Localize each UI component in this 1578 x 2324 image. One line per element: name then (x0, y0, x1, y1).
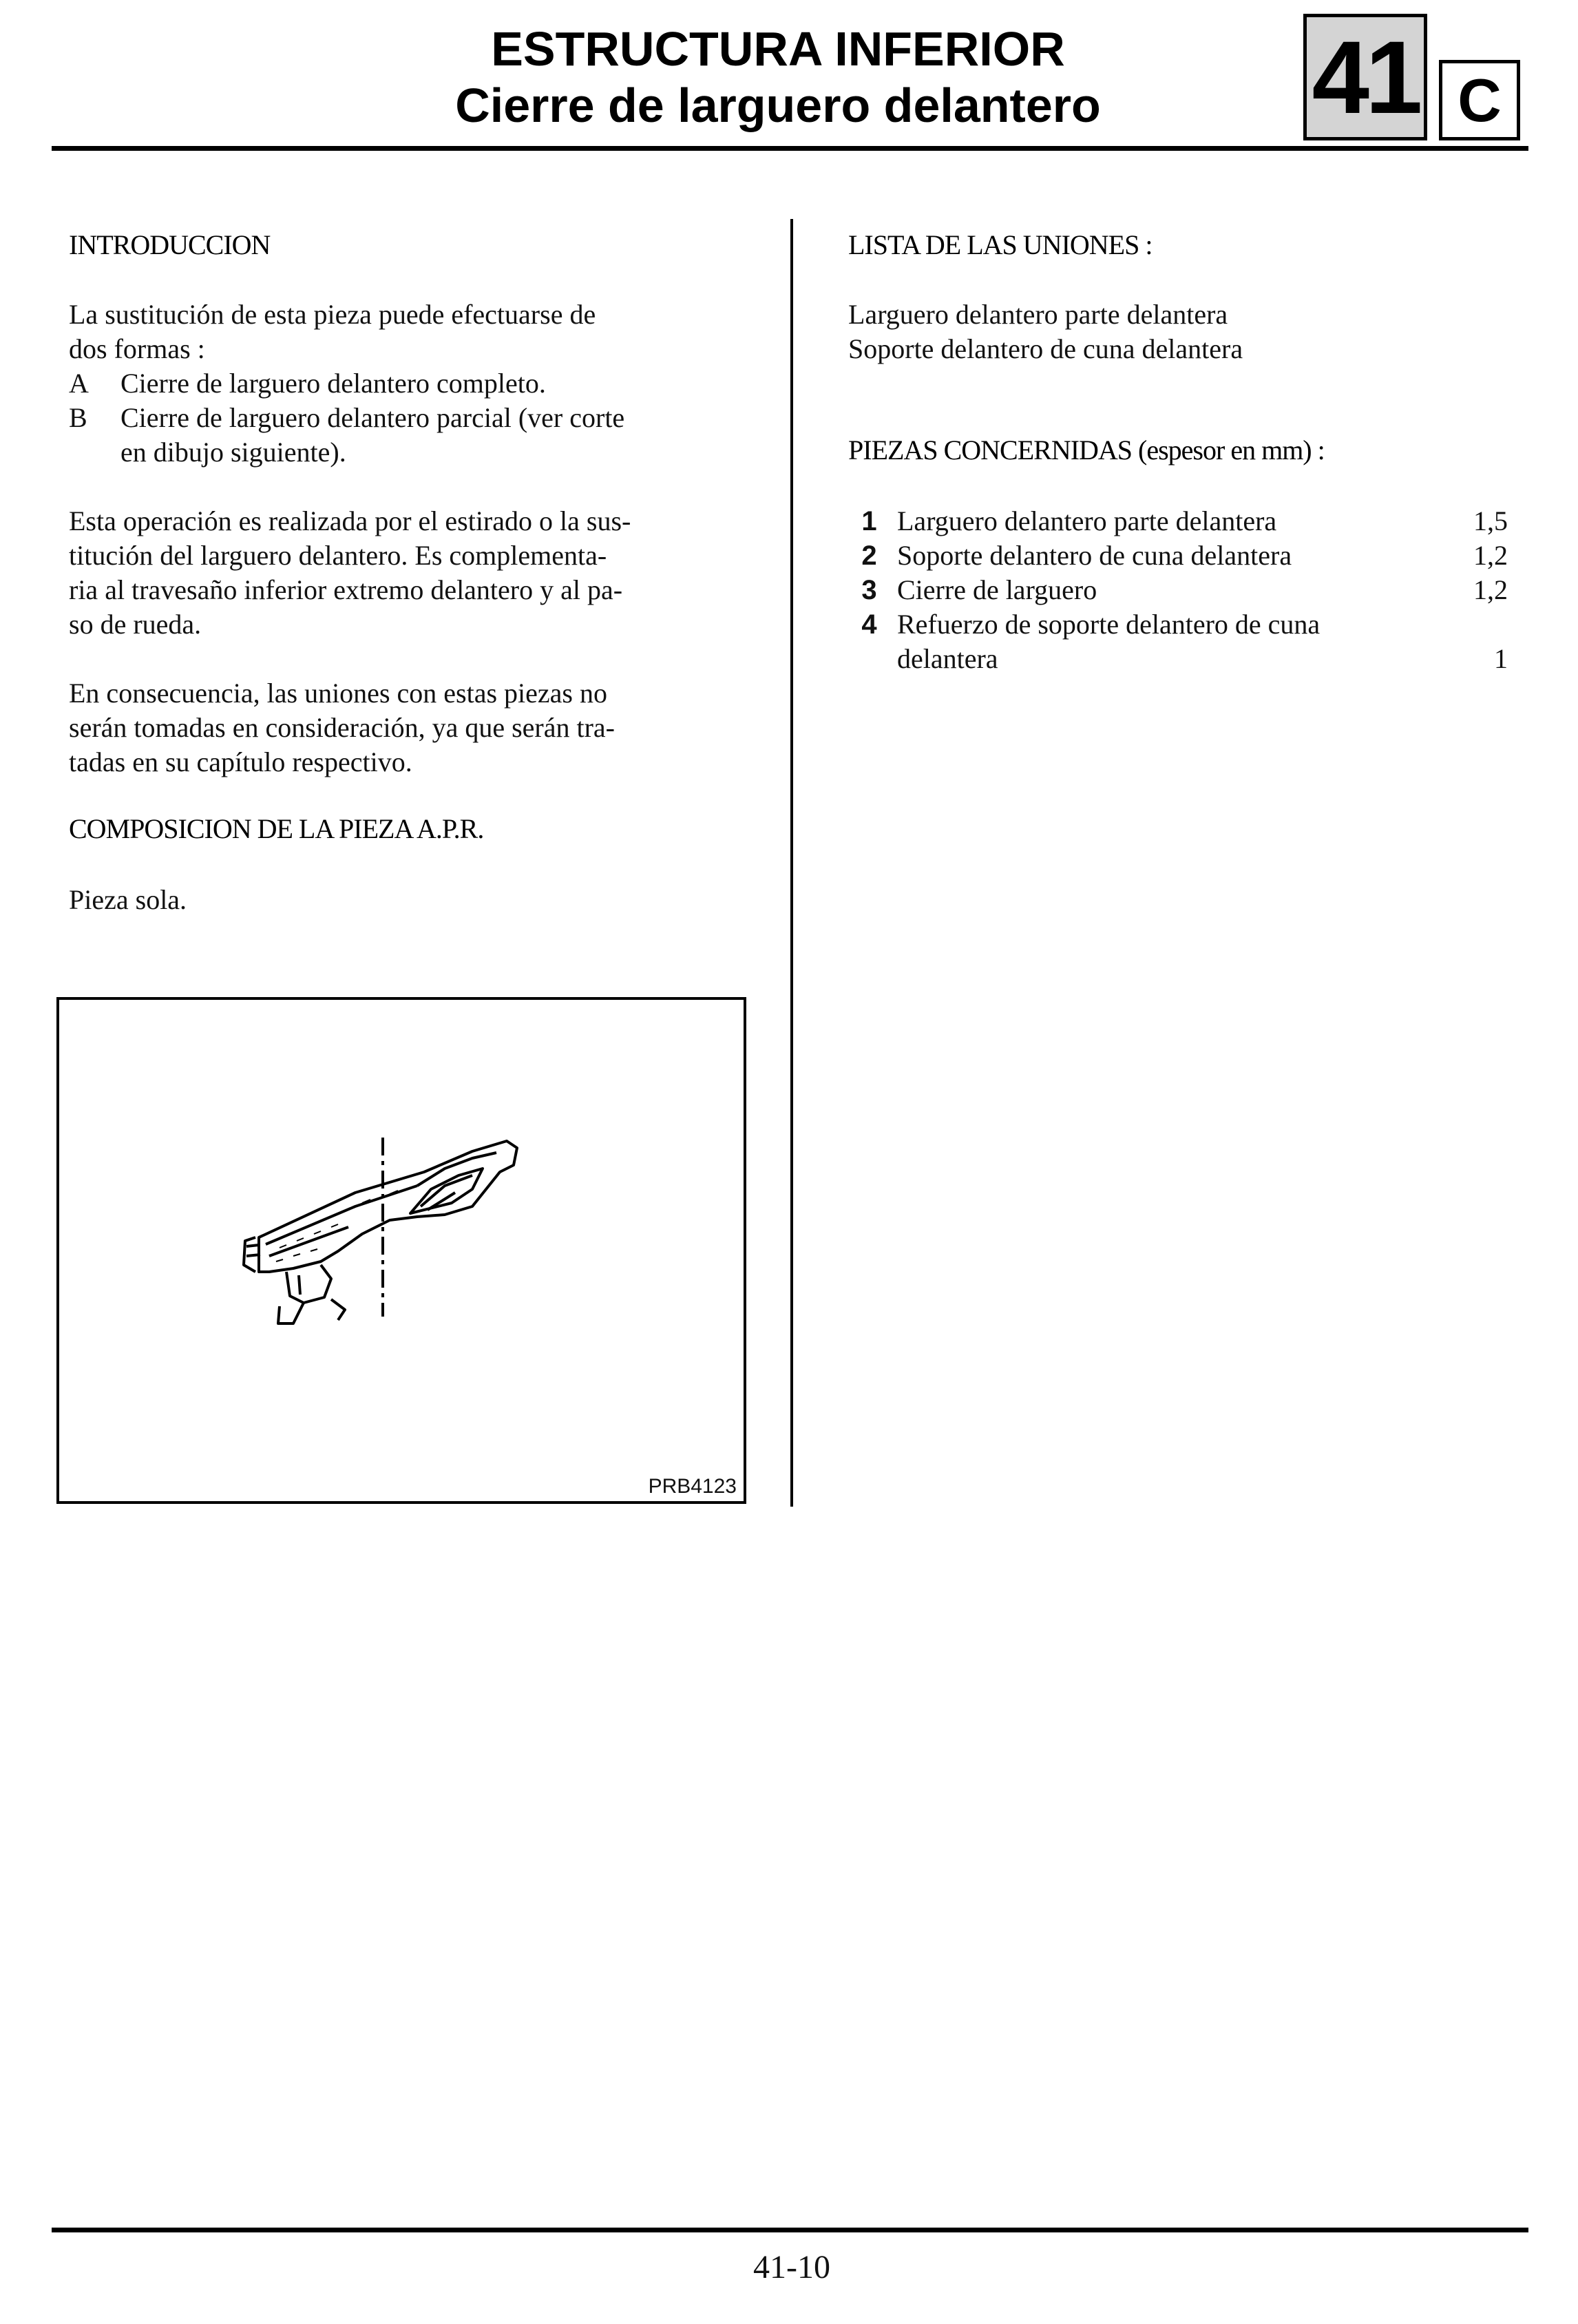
column-divider (790, 219, 793, 1507)
part-number: 3 (861, 575, 877, 605)
part-name-cont: delantera (897, 643, 998, 674)
part-row (857, 504, 1508, 538)
page-number: 41-10 (753, 2249, 830, 2285)
option-item-a (69, 366, 730, 401)
operation-paragraph (69, 504, 744, 642)
unions-heading: LISTA DE LAS UNIONES : (848, 229, 1153, 260)
composition-text: Pieza sola. (69, 884, 187, 915)
part-row (857, 607, 1508, 676)
paragraph-line: serán tomadas en consideración, ya que serán tra- (69, 712, 615, 743)
header-rule (52, 146, 1528, 151)
footer-rule (52, 2228, 1528, 2232)
intro-line: La sustitución de esta pieza puede efectuarse de (69, 299, 596, 330)
part-thickness: 1,5 (1473, 505, 1508, 536)
intro-heading: INTRODUCCION (69, 229, 271, 260)
paragraph-line: ria al travesaño inferior extremo delantero y al pa- (69, 574, 623, 605)
consequence-paragraph (69, 676, 744, 779)
part-name: Larguero delantero parte delantera (897, 505, 1277, 536)
part-illustration (56, 997, 746, 1504)
option-marker: A (69, 368, 89, 399)
union-item: Larguero delantero parte delantera (848, 299, 1228, 330)
composition-heading: COMPOSICION DE LA PIEZA A.P.R. (69, 813, 484, 844)
paragraph-line: En consecuencia, las uniones con estas piezas no (69, 678, 607, 709)
part-number: 2 (861, 541, 877, 571)
paragraph-line: tadas en su capítulo respectivo. (69, 746, 412, 777)
option-marker: B (69, 402, 87, 433)
part-number: 1 (861, 506, 877, 536)
paragraph-line: so de rueda. (69, 609, 202, 640)
part-row (857, 573, 1508, 607)
part-thickness: 1,2 (1473, 574, 1508, 605)
paragraph-line: titución del larguero delantero. Es complementa- (69, 540, 607, 571)
part-name: Cierre de larguero (897, 574, 1097, 605)
option-text: Cierre de larguero delantero completo. (120, 368, 546, 399)
part-number: 4 (861, 609, 877, 640)
union-item: Soporte delantero de cuna delantera (848, 333, 1243, 364)
option-text: Cierre de larguero delantero parcial (ver corte (120, 402, 625, 433)
unions-list (848, 297, 1509, 366)
rail-closure-drawing (59, 1000, 744, 1501)
option-text-cont: en dibujo siguiente). (120, 437, 346, 468)
page-title: ESTRUCTURA INFERIOR (491, 22, 1065, 76)
intro-line: dos formas : (69, 333, 205, 364)
part-name: Refuerzo de soporte delantero de cuna (897, 609, 1321, 640)
intro-paragraph (69, 297, 730, 366)
part-thickness: 1 (1494, 643, 1508, 674)
chapter-number-box: 41 (1303, 14, 1427, 140)
part-name: Soporte delantero de cuna delantera (897, 540, 1292, 571)
figure-reference: PRB4123 (648, 1475, 737, 1498)
page-subtitle: Cierre de larguero delantero (455, 78, 1101, 132)
part-thickness: 1,2 (1473, 540, 1508, 571)
paragraph-line: Esta operación es realizada por el estirado o la sus- (69, 505, 631, 536)
parts-heading: PIEZAS CONCERNIDAS (espesor en mm) : (848, 435, 1325, 465)
part-row (857, 538, 1508, 573)
section-letter-box: C (1439, 60, 1520, 140)
option-item-b (69, 401, 730, 470)
